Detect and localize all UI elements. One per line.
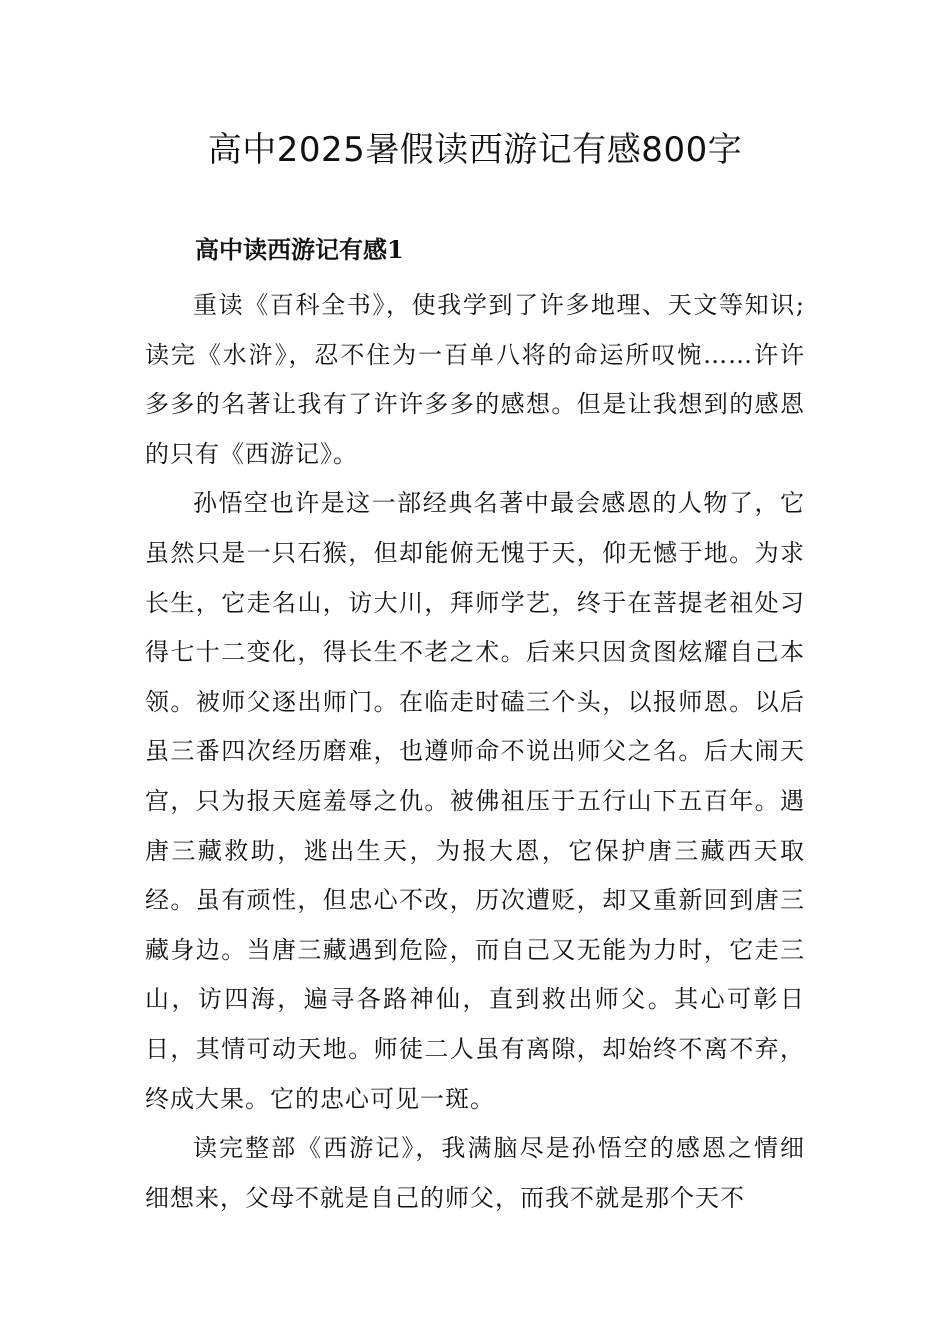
document-body	[145, 281, 805, 1223]
paragraph-2: 孙悟空也许是这一部经典名著中最会感恩的人物了，它虽然只是一只石猴，但却能俯无愧于天，仰无憾于地。为求长生，它走名山，访大川，拜师学艺，终于在菩提老祖处习得七十二变化，得长生不老之术。后来只因贪图炫耀自己本领。被师父逐出师门。在临走时磕三个头，以报师恩。以后虽三番四次经历磨难，也遵师命不说出师父之名。后大闹天宫，只为报天庭羞辱之仇。被佛祖压于五行山下五百年。遇唐三藏救助，逃出生天，为报大恩，它保护唐三藏西天取经。虽有顽性，但忠心不改，历次遭贬，却又重新回到唐三藏身边。当唐三藏遇到危险，而自己又无能为力时，它走三山，访四海，遍寻各路神仙，直到救出师父。其心可彰日日，其情可动天地。师徒二人虽有离隙，却始终不离不弃，终成大果。它的忠心可见一斑。	[145, 489, 805, 1113]
document-title: 高中2025暑假读西游记有感800字	[207, 130, 743, 170]
paragraph-1: 重读《百科全书》，使我学到了许多地理、天文等知识;读完《水浒》，忍不住为一百单八将的命运所叹惋……许许多多的名著让我有了许许多多的感想。但是让我想到的感恩的只有《西游记》。	[145, 291, 805, 468]
paragraph-3: 读完整部《西游记》，我满脑尽是孙悟空的感恩之情细细想来，父母不就是自己的师父，而我不就是那个天不	[145, 1134, 805, 1212]
section-heading: 高中读西游记有感1	[195, 235, 404, 264]
